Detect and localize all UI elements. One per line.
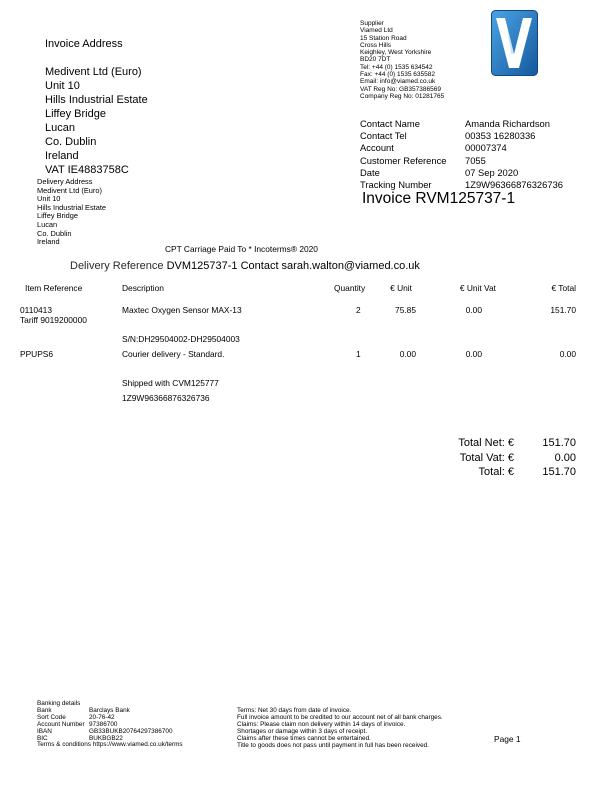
banking-label: IBAN [37, 727, 52, 735]
col-header-unit: € Unit [390, 283, 412, 293]
banking-label: BIC [37, 734, 48, 742]
banking-label: Bank [37, 706, 52, 714]
total-value: 151.70 [542, 466, 576, 478]
payment-terms [237, 708, 443, 749]
row-ref: PPUPS6 [20, 349, 54, 359]
invoice-title: Invoice RVM125737-1 [362, 190, 516, 207]
banking-value: 97386700 [89, 720, 118, 728]
delivery-reference-label: Delivery Reference [70, 260, 164, 272]
row-unit: 75.85 [395, 305, 416, 315]
delivery-address-line: Hills Industrial Estate [37, 202, 107, 212]
supplier-line: 15 Station Road [360, 34, 407, 42]
row-desc: Courier delivery - Standard. [122, 349, 225, 359]
supplier-line: Keighley, West Yorkshire [360, 49, 432, 57]
supplier-line: Email: info@viamed.co.uk [360, 78, 436, 86]
terms-line: Terms: Net 30 days from date of invoice. [237, 707, 352, 714]
contact-label: Contact Tel [360, 130, 407, 142]
invoice-address [45, 37, 148, 177]
banking-value: 20-76-42 [89, 713, 115, 721]
carriage-terms: CPT Carriage Paid To * Incoterms® 2020 [165, 244, 318, 254]
terms-line: Title to goods does not pass until payment in full has been received. [237, 741, 429, 749]
row-qty: 2 [356, 305, 361, 315]
row-ref: 0110413 [20, 305, 52, 315]
terms-line: Full invoice amount to be credited to our account net of all bank charges. [237, 713, 443, 721]
row-desc: Maxtec Oxygen Sensor MAX-13 [122, 305, 242, 315]
contact-row [360, 155, 563, 167]
invoice-address-line: Liffey Bridge [45, 108, 106, 120]
banking-value: GB33BUKB20764297386700 [89, 727, 173, 735]
supplier-line: VAT Reg No: GB357386569 [360, 85, 441, 93]
invoice-address-heading: Invoice Address [45, 38, 123, 50]
row-vat: 0.00 [465, 349, 482, 359]
col-header-total: € Total [551, 283, 576, 293]
row-unit: 0.00 [399, 349, 416, 359]
row-qty: 1 [356, 349, 361, 359]
banking-heading: Banking details [37, 700, 81, 707]
delivery-address-heading: Delivery Address [37, 177, 93, 186]
banking-value: BUKBGB22 [89, 734, 123, 742]
contact-label: Date [360, 166, 380, 178]
col-header-qty: Quantity [334, 283, 366, 293]
contact-value: 00007374 [465, 142, 507, 154]
delivery-reference [70, 260, 420, 272]
col-header-ref: Item Reference [25, 283, 83, 293]
supplier-line: Tel: +44 (0) 1535 634542 [360, 63, 433, 71]
col-header-desc: Description [122, 283, 164, 293]
delivery-address-line: Medivent Ltd (Euro) [37, 185, 102, 195]
contact-value: 1Z9W96366876326736 [465, 179, 563, 191]
contact-row [360, 142, 563, 154]
contact-label: Tracking Number [360, 179, 432, 191]
banking-label: Sort Code [37, 713, 66, 721]
contact-row [360, 118, 563, 130]
row-total: 151.70 [550, 305, 576, 315]
shipment-tracking: 1Z9W96366876326736 [122, 393, 210, 403]
delivery-reference-value: DVM125737-1 Contact sarah.walton@viamed.co.uk [166, 260, 420, 272]
invoice-address-line: Unit 10 [45, 80, 80, 92]
viamed-logo [491, 10, 538, 76]
supplier-line: Viamed Ltd [360, 27, 393, 35]
delivery-address-line: Liffey Bridge [37, 211, 78, 221]
contact-label: Contact Name [360, 118, 420, 129]
total-net-value: 151.70 [542, 437, 576, 449]
col-header-vat: € Unit Vat [459, 283, 496, 293]
invoice-address-line: Medivent Ltd (Euro) [45, 66, 142, 78]
invoice-address-line: Co. Dublin [45, 136, 97, 148]
contact-row [360, 130, 563, 142]
total-vat-value: 0.00 [554, 452, 576, 464]
terms-link[interactable]: Terms & conditions https://www.viamed.co.uk/terms [37, 741, 183, 749]
delivery-address-line: Ireland [37, 237, 60, 247]
supplier-block [360, 20, 444, 100]
invoice-address-vat: VAT IE4883758C [45, 164, 129, 176]
invoice-address-line: Lucan [45, 122, 75, 134]
contact-label: Account [360, 142, 394, 154]
invoice-address-line: Ireland [45, 150, 79, 162]
banking-details [37, 701, 183, 749]
contact-value: 07 Sep 2020 [465, 166, 519, 178]
supplier-line: Cross Hills [360, 41, 392, 49]
supplier-line: Fax: +44 (0) 1535 635582 [360, 71, 435, 79]
supplier-line: Company Reg No: 01281765 [360, 92, 445, 100]
supplier-line: Supplier [360, 20, 384, 27]
contact-value: 00353 16280336 [465, 130, 536, 142]
row-total: 0.00 [559, 349, 576, 359]
total-vat-label: Total Vat: € [459, 452, 514, 464]
invoice-address-line: Hills Industrial Estate [45, 94, 148, 106]
shipped-with: Shipped with CVM125777 [122, 378, 219, 388]
page-number: Page 1 [494, 734, 521, 744]
terms-line: Claims after these times cannot be entertained. [237, 734, 371, 742]
contact-label: Customer Reference [360, 154, 447, 166]
banking-label: Account Number [37, 720, 85, 728]
contact-value: Amanda Richardson [465, 118, 550, 129]
delivery-address-line: Lucan [37, 219, 58, 229]
delivery-address-line: Unit 10 [37, 194, 61, 204]
contact-value: 7055 [465, 154, 486, 166]
contact-details [360, 118, 563, 191]
terms-line: Claims: Please claim non delivery within 14 days of invoice. [237, 720, 406, 728]
total-net-label: Total Net: € [458, 437, 514, 449]
delivery-address [37, 178, 106, 247]
row-serial-note: S/N:DH29504002-DH29504003 [122, 334, 240, 344]
contact-row [360, 167, 563, 179]
terms-line: Shortages or damage within 3 days of receipt. [237, 727, 368, 735]
banking-value: Barclays Bank [89, 706, 130, 714]
row-tariff: Tariff 9019200000 [20, 315, 87, 325]
supplier-line: BD20 7DT [360, 56, 391, 64]
row-vat: 0.00 [465, 305, 482, 315]
total-label: Total: € [478, 466, 514, 478]
delivery-address-line: Co. Dublin [37, 228, 72, 238]
